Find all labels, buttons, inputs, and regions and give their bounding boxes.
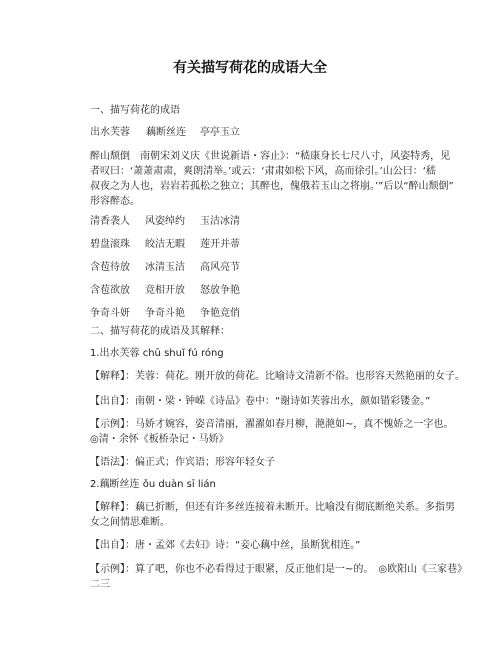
paragraph-line-3: 叔夜之为人也，岩岩若孤松之独立；其醉也，傀俄若玉山之将崩。’”后以“醉山颓倒” — [90, 181, 454, 192]
idiom-grid-row — [90, 258, 255, 281]
idiom-cell: 冰清玉洁 — [145, 262, 185, 273]
idiom-cell: 争艳竞俏 — [200, 308, 240, 319]
item1-usage: 【语法】：偏正式；作宾语；形容年轻女子 — [90, 457, 275, 468]
idiom-cell: 玉洁冰清 — [200, 216, 240, 227]
idiom-cell: 皎洁无暇 — [145, 239, 185, 250]
item2-title: 2.藕断丝连 ǒu duàn sī lián — [90, 479, 216, 490]
idiom-cell: 怒放争艳 — [200, 285, 240, 296]
idiom-cell: 莲开并蒂 — [200, 239, 240, 250]
idiom-cell: 含苞待放 — [90, 262, 130, 273]
idiom-grid-row — [90, 304, 255, 327]
page-title: 有关描写荷花的成语大全 — [173, 60, 327, 76]
item1-example-line-2: ◎清・余怀《板桥杂记・马娇》 — [90, 434, 229, 445]
item1-title: 1.出水芙蓉 chū shuǐ fú róng — [90, 348, 224, 359]
idiom-ouduansilian: 藕断丝连 — [146, 127, 186, 138]
paragraph-line-1: 醉山颓倒 南朝宋刘义庆《世说新语・容止》：“嵇康身长七尺八寸，风姿特秀，见 — [90, 151, 451, 162]
idiom-chushuifurong: 出水芙蓉 — [90, 127, 130, 138]
idiom-grid-row — [90, 235, 255, 258]
idiom-cell: 碧盘滚珠 — [90, 239, 130, 250]
idiom-cell: 高风亮节 — [200, 262, 240, 273]
item2-example-line-1: 【示例】：算了吧，你也不必看得过于眼紧，反正他们是一~的。 ◎欧阳山《三家巷》 — [90, 564, 468, 575]
idiom-cell: 争奇斗妍 — [90, 308, 130, 319]
section1-heading: 一、描写荷花的成语 — [90, 105, 180, 116]
idiom-cell: 争奇斗艳 — [145, 308, 185, 319]
section2-heading: 二、描写荷花的成语及其解释： — [90, 326, 230, 337]
idiom-cell: 清香袭人 — [90, 216, 130, 227]
item2-explain-line-1: 【解释】：藕已折断，但还有许多丝连接着未断开。比喻没有彻底断绝关系。多指男 — [90, 502, 455, 513]
item1-explain: 【解释】：芙蓉：荷花。刚开放的荷花。比喻诗文清新不俗。也形容天然艳丽的女子。 — [90, 371, 465, 382]
idiom-cell: 含苞欲放 — [90, 285, 130, 296]
idiom-tingtingyuli: 亭亭玉立 — [200, 127, 240, 138]
paragraph-line-2: 者叹曰：‘萧萧肃肃，爽朗清举。’或云：‘肃肃如松下风，高而徐引。’山公曰：‘嵇 — [90, 166, 436, 177]
idiom-grid-row — [90, 212, 255, 235]
item2-example-line-2: 二三 — [90, 579, 110, 590]
item2-source: 【出自】：唐・孟郊《去妇》诗：“妾心藕中丝，虽断犹相连。” — [90, 540, 361, 551]
idiom-cell: 竞相开放 — [145, 285, 185, 296]
item1-example-line-1: 【示例】：马娇才婉容，姿音清丽，濯濯如春月柳，滟滟如~，真不愧娇之一字也。 — [90, 419, 454, 430]
item2-explain-line-2: 女之间情思难断。 — [90, 517, 170, 528]
idiom-cell: 风姿绰约 — [145, 216, 185, 227]
paragraph-line-4: 形容醉态。 — [90, 196, 140, 207]
item1-source: 【出自】：南朝・梁・钟嵘《诗品》卷中：“谢诗如芙蓉出水，颜如错彩镂金。” — [90, 396, 431, 407]
idiom-grid-row — [90, 281, 255, 304]
idiom-grid — [90, 212, 255, 327]
